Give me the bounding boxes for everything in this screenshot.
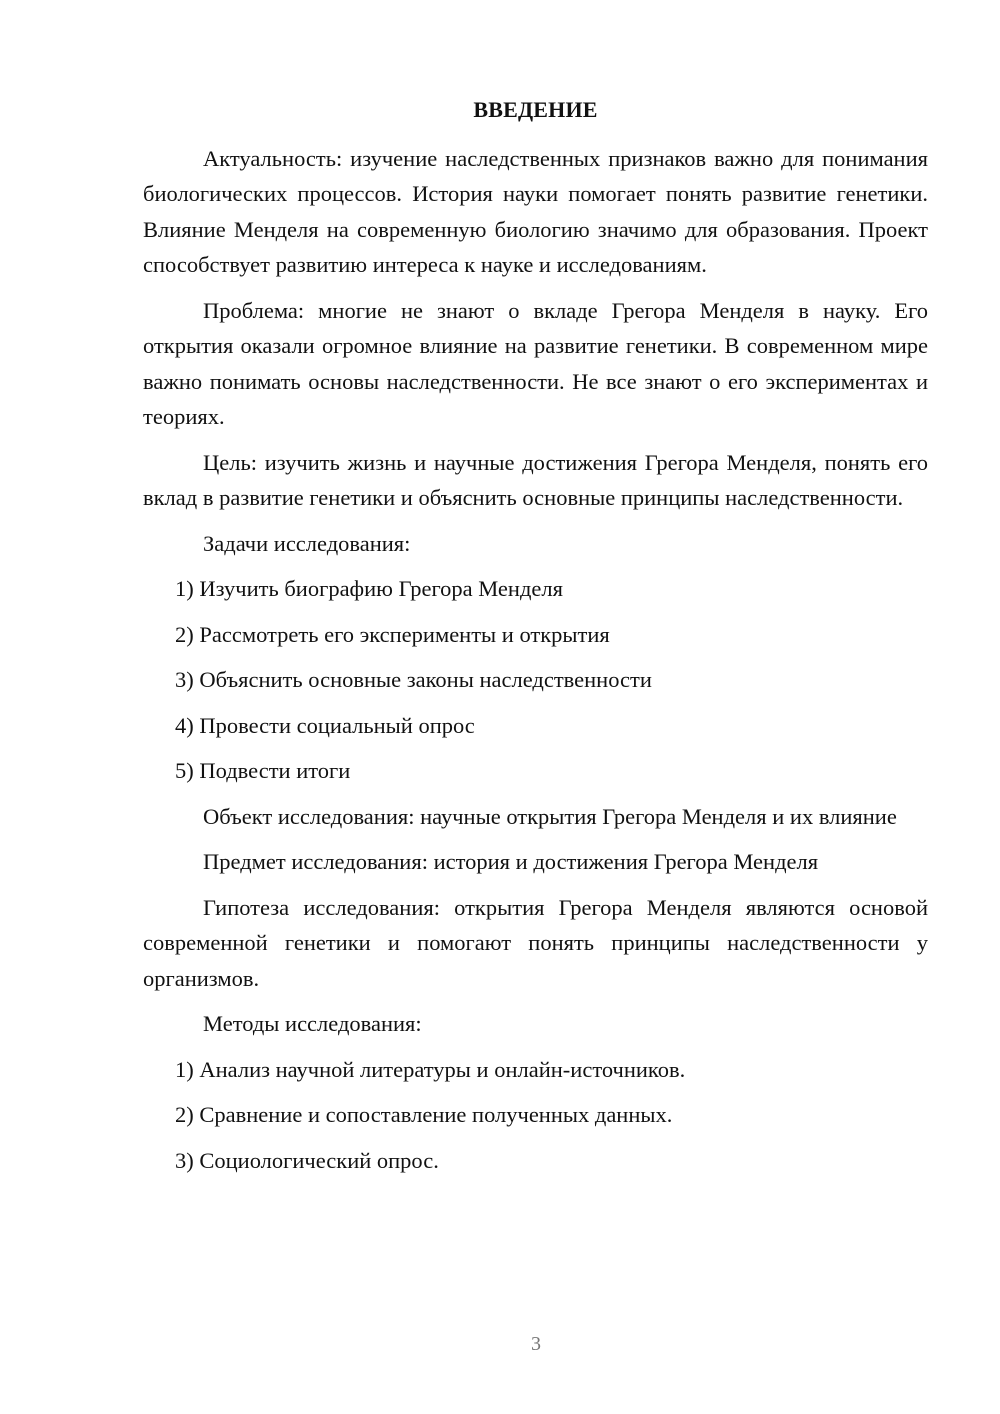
task-item: 2) Рассмотреть его эксперименты и открытия bbox=[175, 621, 610, 647]
goal-paragraph: Цель: изучить жизнь и научные достижения Грегора Менделя, понять его вклад в развитие генетики и объяснить основные принципы наследственности. bbox=[143, 449, 928, 510]
task-item: 1) Изучить биографию Грегора Менделя bbox=[175, 576, 563, 601]
document-body bbox=[143, 92, 928, 1188]
task-item: 3) Объяснить основные законы наследственности bbox=[175, 667, 652, 692]
tasks-heading: Задачи исследования: bbox=[203, 530, 411, 556]
hypothesis-paragraph: Гипотеза исследования: открытия Грегора Менделя являются основой современной генетики и помогают понять принципы наследственности у организмов. bbox=[143, 894, 928, 991]
subject-line: Предмет исследования: история и достижения Грегора Менделя bbox=[203, 849, 819, 874]
task-item: 5) Подвести итоги bbox=[175, 758, 351, 783]
page-number: 3 bbox=[531, 1333, 541, 1355]
method-item: 1) Анализ научной литературы и онлайн-источников. bbox=[175, 1056, 686, 1082]
method-item: 2) Сравнение и сопоставление полученных данных. bbox=[175, 1102, 673, 1127]
object-paragraph: Объект исследования: научные открытия Грегора Менделя и их влияние bbox=[203, 803, 897, 829]
methods-list bbox=[143, 1052, 928, 1179]
methods-heading: Методы исследования: bbox=[203, 1011, 422, 1036]
problem-paragraph: Проблема: многие не знают о вкладе Грегора Менделя в науку. Его открытия оказали огромное влияние на развитие генетики. В современном мире важно понимать основы наследственности. Не все знают о его экспериментах и теориях. bbox=[143, 297, 928, 429]
relevance-paragraph: Актуальность: изучение наследственных признаков важно для понимания биологических процессов. История науки помогает понять развитие генетики. Влияние Менделя на современную биологию значимо для образования. Проект способствует развитию интереса к науке и исследованиям. bbox=[143, 145, 928, 277]
page-title: ВВЕДЕНИЕ bbox=[473, 97, 598, 122]
method-item: 3) Социологический опрос. bbox=[175, 1147, 439, 1173]
task-item: 4) Провести социальный опрос bbox=[175, 712, 475, 738]
tasks-list bbox=[143, 571, 928, 789]
